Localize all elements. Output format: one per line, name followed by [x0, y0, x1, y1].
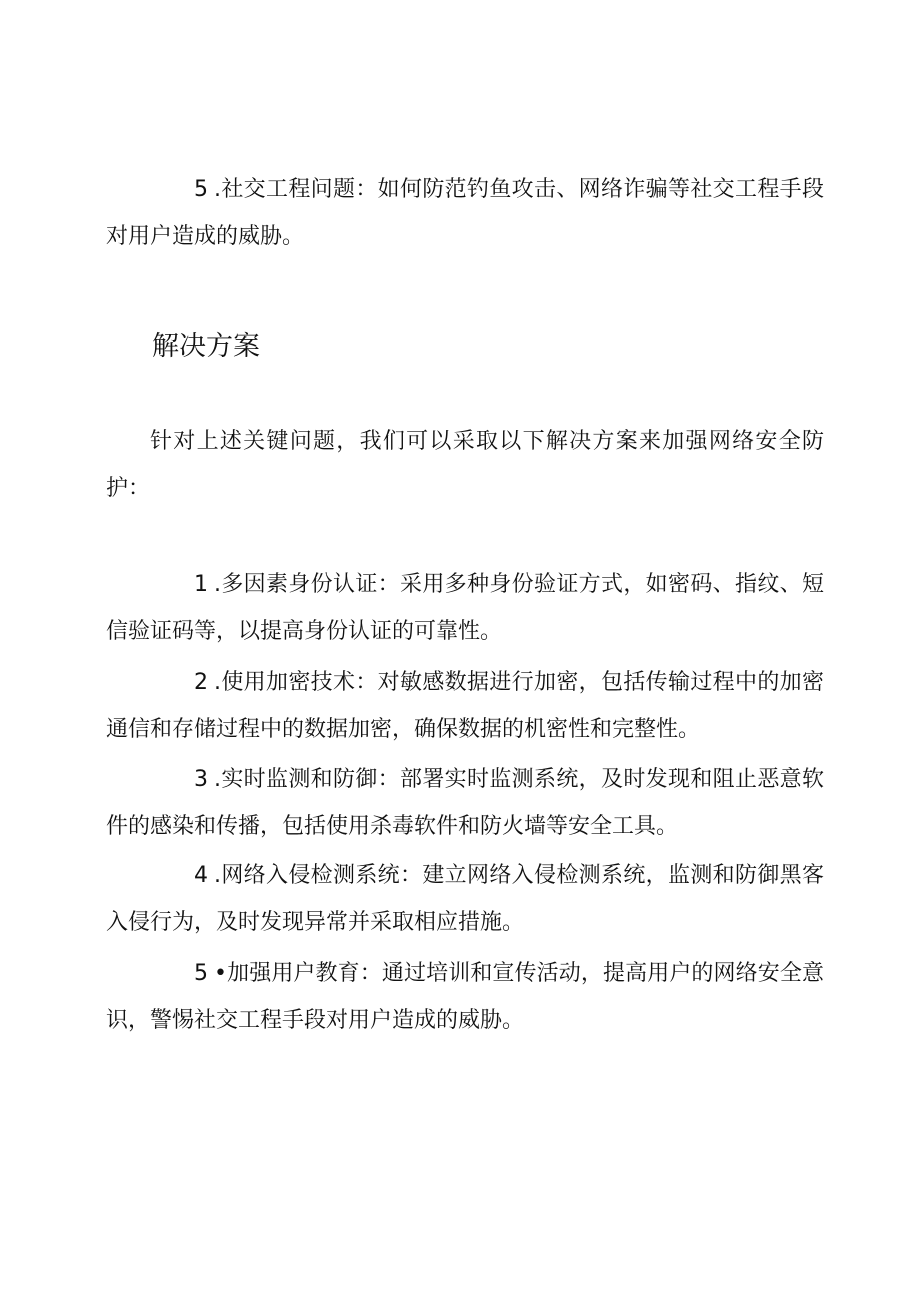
list-item-text: 使用加密技术：对敏感数据进行加密，包括传输过程中的加密通信和存储过程中的数据加密，确保数据的机密性和完整性。 [106, 670, 824, 742]
list-item-marker: . [214, 670, 221, 695]
list-item [106, 756, 824, 850]
list-item-marker: . [214, 177, 221, 202]
list-item-number: 5 [194, 961, 208, 986]
list-item-marker: . [214, 767, 221, 792]
list-item-number: 2 [194, 670, 208, 695]
list-item-text: 实时监测和防御：部署实时监测系统，及时发现和阻止恶意软件的感染和传播，包括使用杀毒软件和防火墙等安全工具。 [106, 767, 824, 839]
list-item [106, 166, 824, 260]
list-item-number: 1 [194, 572, 208, 597]
list-item-number: 4 [194, 863, 208, 888]
list-item-text: 社交工程问题：如何防范钓鱼攻击、网络诈骗等社交工程手段对用户造成的威胁。 [106, 177, 824, 249]
list-item [106, 950, 824, 1044]
list-item-number: 5 [194, 177, 208, 202]
list-item [106, 659, 824, 753]
intro-paragraph: 针对上述关键问题，我们可以采取以下解决方案来加强网络安全防护： [106, 429, 824, 501]
list-item-marker: . [214, 572, 221, 597]
list-item-number: 3 [194, 767, 208, 792]
list-item-text: 加强用户教育：通过培训和宣传活动，提高用户的网络安全意识，警惕社交工程手段对用户造成的威胁。 [106, 961, 824, 1033]
list-item-marker: . [214, 863, 221, 888]
list-item [106, 561, 824, 655]
list-item-text: 多因素身份认证：采用多种身份验证方式，如密码、指纹、短信验证码等，以提高身份认证的可靠性。 [106, 572, 824, 644]
section-heading: 解决方案 [152, 331, 260, 362]
list-item [106, 852, 824, 946]
list-item-marker: • [214, 961, 227, 986]
list-item-text: 网络入侵检测系统：建立网络入侵检测系统，监测和防御黑客入侵行为，及时发现异常并采取相应措施。 [106, 863, 824, 935]
